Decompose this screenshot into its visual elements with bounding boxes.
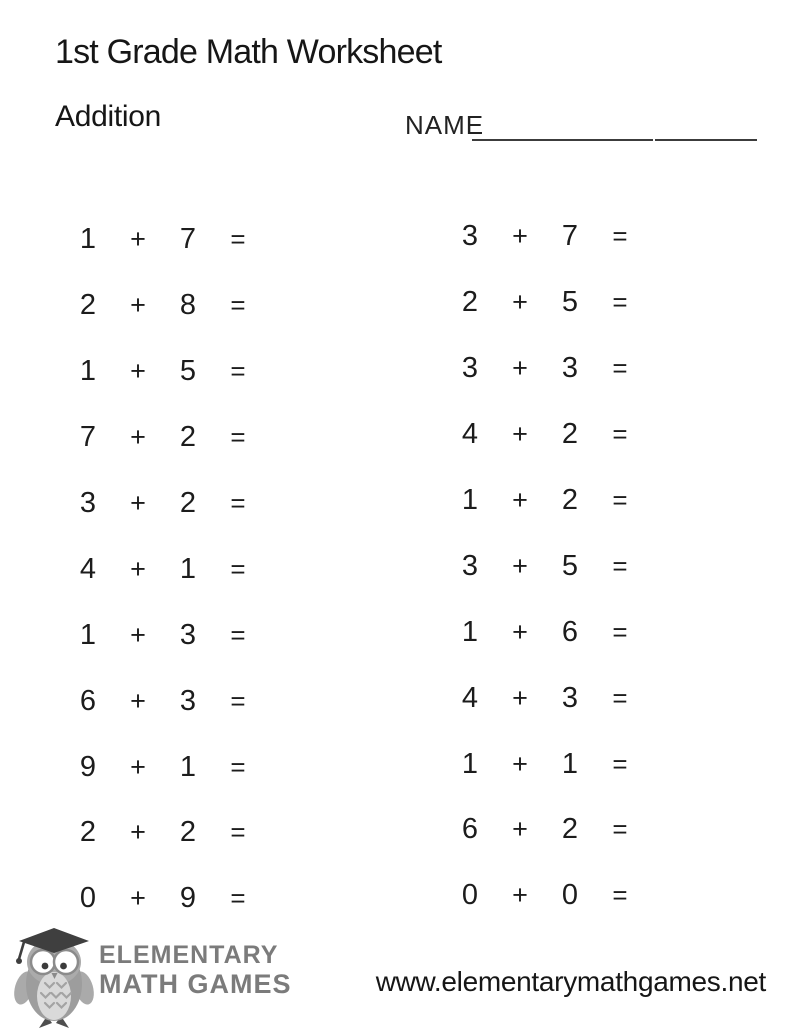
addend-1: 2 — [79, 289, 97, 322]
addend-2: 2 — [561, 418, 579, 451]
problem-row — [446, 863, 644, 929]
logo-line-1: ELEMENTARY — [99, 941, 279, 969]
problem-row — [446, 533, 644, 599]
equals-sign: = — [612, 814, 628, 845]
plus-sign: + — [512, 814, 528, 845]
addend-1: 1 — [79, 355, 97, 388]
plus-sign: + — [512, 616, 528, 647]
problems-column-right — [446, 204, 644, 929]
plus-sign: + — [130, 290, 146, 321]
addend-2: 1 — [561, 747, 579, 780]
problem-row — [64, 668, 262, 734]
addend-2: 3 — [561, 681, 579, 714]
equals-sign: = — [612, 485, 628, 515]
problem-row — [446, 797, 644, 863]
addend-2: 3 — [179, 618, 197, 651]
problem-row — [446, 204, 644, 270]
problem-row — [64, 536, 262, 602]
name-blank-line — [472, 139, 653, 141]
addend-1: 2 — [461, 286, 479, 319]
problem-row — [446, 336, 644, 402]
problem-row — [64, 339, 262, 405]
problem-row — [64, 734, 262, 800]
plus-sign: + — [512, 419, 528, 450]
addend-2: 1 — [179, 750, 197, 783]
problem-row — [64, 602, 262, 668]
addend-2: 0 — [561, 879, 579, 912]
plus-sign: + — [130, 619, 146, 650]
addend-2: 6 — [561, 615, 579, 648]
plus-sign: + — [512, 748, 528, 779]
addend-1: 3 — [79, 487, 97, 519]
plus-sign: + — [130, 422, 146, 453]
addend-1: 0 — [461, 879, 479, 912]
plus-sign: + — [512, 682, 528, 713]
addend-2: 9 — [179, 882, 197, 915]
plus-sign: + — [130, 685, 146, 716]
equals-sign: = — [612, 353, 628, 384]
equals-sign: = — [230, 488, 246, 518]
name-blank-line — [655, 139, 757, 141]
addend-1: 3 — [461, 549, 479, 582]
equals-sign: = — [612, 748, 628, 779]
equals-sign: = — [612, 616, 628, 647]
equals-sign: = — [230, 751, 246, 782]
addend-2: 2 — [179, 816, 197, 849]
problem-row — [446, 468, 644, 534]
website-url: www.elementarymathgames.net — [375, 966, 766, 997]
addend-2: 2 — [561, 813, 579, 846]
addend-2: 1 — [179, 552, 197, 585]
equals-sign: = — [612, 287, 628, 318]
addend-1: 4 — [79, 552, 97, 585]
problem-row — [64, 405, 262, 471]
addend-1: 1 — [461, 747, 479, 780]
owl-graduate-logo-icon — [10, 926, 102, 1030]
addend-1: 1 — [79, 618, 97, 651]
addend-2: 5 — [561, 286, 579, 319]
plus-sign: + — [512, 221, 528, 252]
name-label: NAME — [405, 110, 485, 140]
page-title: 1st Grade Math Worksheet — [55, 33, 442, 71]
equals-sign: = — [612, 550, 628, 581]
addend-1: 3 — [461, 220, 479, 253]
addend-1: 4 — [461, 418, 479, 451]
equals-sign: = — [230, 817, 246, 848]
plus-sign: + — [512, 353, 528, 384]
addend-1: 0 — [79, 882, 97, 915]
problem-row — [446, 270, 644, 336]
plus-sign: + — [512, 880, 528, 911]
addend-1: 6 — [79, 684, 97, 717]
section-title: Addition — [55, 100, 162, 133]
equals-sign: = — [612, 880, 628, 911]
addend-2: 3 — [179, 684, 197, 717]
equals-sign: = — [612, 221, 628, 252]
problem-row — [64, 866, 262, 932]
problem-row — [64, 800, 262, 866]
plus-sign: + — [512, 485, 528, 515]
plus-sign: + — [130, 488, 146, 518]
problem-row — [446, 599, 644, 665]
problem-row — [64, 207, 262, 273]
addend-2: 2 — [179, 487, 197, 519]
addend-2: 3 — [561, 352, 579, 385]
equals-sign: = — [230, 685, 246, 716]
addend-2: 5 — [561, 549, 579, 582]
plus-sign: + — [130, 817, 146, 848]
equals-sign: = — [230, 422, 246, 453]
addend-1: 2 — [79, 816, 97, 849]
plus-sign: + — [130, 224, 146, 255]
equals-sign: = — [612, 419, 628, 450]
equals-sign: = — [230, 553, 246, 584]
problem-row — [446, 731, 644, 797]
addend-2: 8 — [179, 289, 197, 322]
addend-2: 7 — [561, 220, 579, 253]
equals-sign: = — [612, 682, 628, 713]
equals-sign: = — [230, 356, 246, 387]
equals-sign: = — [230, 224, 246, 255]
problems-column-left — [64, 207, 262, 932]
plus-sign: + — [130, 356, 146, 387]
problem-row — [64, 273, 262, 339]
plus-sign: + — [512, 287, 528, 318]
problem-row — [446, 402, 644, 468]
addend-1: 1 — [461, 484, 479, 516]
plus-sign: + — [130, 883, 146, 914]
plus-sign: + — [130, 553, 146, 584]
equals-sign: = — [230, 619, 246, 650]
addend-1: 6 — [461, 813, 479, 846]
addend-1: 3 — [461, 352, 479, 385]
logo-wordmark — [99, 941, 292, 999]
addend-2: 2 — [179, 421, 197, 454]
plus-sign: + — [130, 751, 146, 782]
problem-row — [64, 471, 262, 537]
equals-sign: = — [230, 290, 246, 321]
addend-2: 2 — [561, 484, 579, 516]
logo-line-2: MATH GAMES — [99, 969, 292, 999]
addend-1: 1 — [461, 615, 479, 648]
problem-row — [446, 665, 644, 731]
addend-1: 9 — [79, 750, 97, 783]
addend-2: 7 — [179, 223, 197, 256]
plus-sign: + — [512, 550, 528, 581]
addend-1: 4 — [461, 681, 479, 714]
equals-sign: = — [230, 883, 246, 914]
addend-2: 5 — [179, 355, 197, 388]
addend-1: 7 — [79, 421, 97, 454]
addend-1: 1 — [79, 223, 97, 256]
